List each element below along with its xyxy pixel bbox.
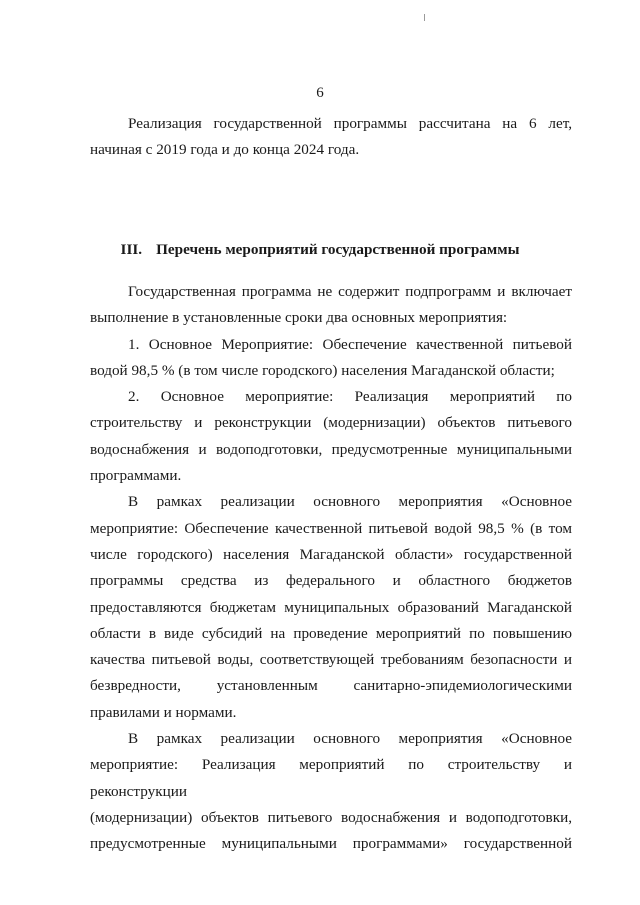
body-line: предоставляются бюджетам муниципальных образований Магаданской [90,598,572,616]
body-line: 1. Основное Мероприятие: Обеспечение качественной питьевой [128,335,572,353]
body-line: правилами и нормами. [90,703,237,721]
section-title: Перечень мероприятий государственной программы [156,241,520,258]
body-line: мероприятие: Реализация мероприятий по строительству и реконструкции [90,756,572,800]
body-line: предусмотренные муниципальными программами» государственной [90,835,572,853]
body-line: водой 98,5 % (в том числе городского) населения Магаданской области; [90,361,555,379]
body-line: выполнение в установленные сроки два основных мероприятия: [90,309,508,327]
section-numeral: III. [120,241,143,258]
body-line: безвредности, установленным санитарно-эпидемиологическими [90,677,572,695]
body-line: водоснабжения и водоподготовки, предусмотренные муниципальными [90,440,572,458]
body-line: мероприятие: Обеспечение качественной питьевой водой 98,5 % (в том [90,519,572,537]
body-line: области в виде субсидий на проведение мероприятий по повышению [90,624,572,642]
section-heading [0,237,640,263]
body-line: В рамках реализации основного мероприятия «Основное [128,493,572,511]
scan-mark [424,14,425,21]
body-line: строительству и реконструкции (модернизации) объектов питьевого [90,414,572,432]
body-line: Государственная программа не содержит подпрограмм и включает [128,283,572,300]
body-line: программы средства из федерального и областного бюджетов [90,572,572,590]
body-line: В рамках реализации основного мероприятия «Основное [128,730,572,748]
body-line: (модернизации) объектов питьевого водоснабжения и водоподготовки, [90,808,572,826]
body-line: числе городского) населения Магаданской области» государственной [90,545,572,563]
body-line: программами. [90,467,182,485]
document-body [90,111,572,164]
body-line: качества питьевой воды, соответствующей требованиям безопасности и [90,651,572,669]
intro-line: начиная с 2019 года и до конца 2024 года. [90,141,360,159]
intro-line: Реализация государственной программы рассчитана на 6 лет, [128,115,572,132]
page-number: 6 [316,85,324,101]
section-body [90,279,572,858]
body-line: 2. Основное мероприятие: Реализация мероприятий по [128,388,572,406]
